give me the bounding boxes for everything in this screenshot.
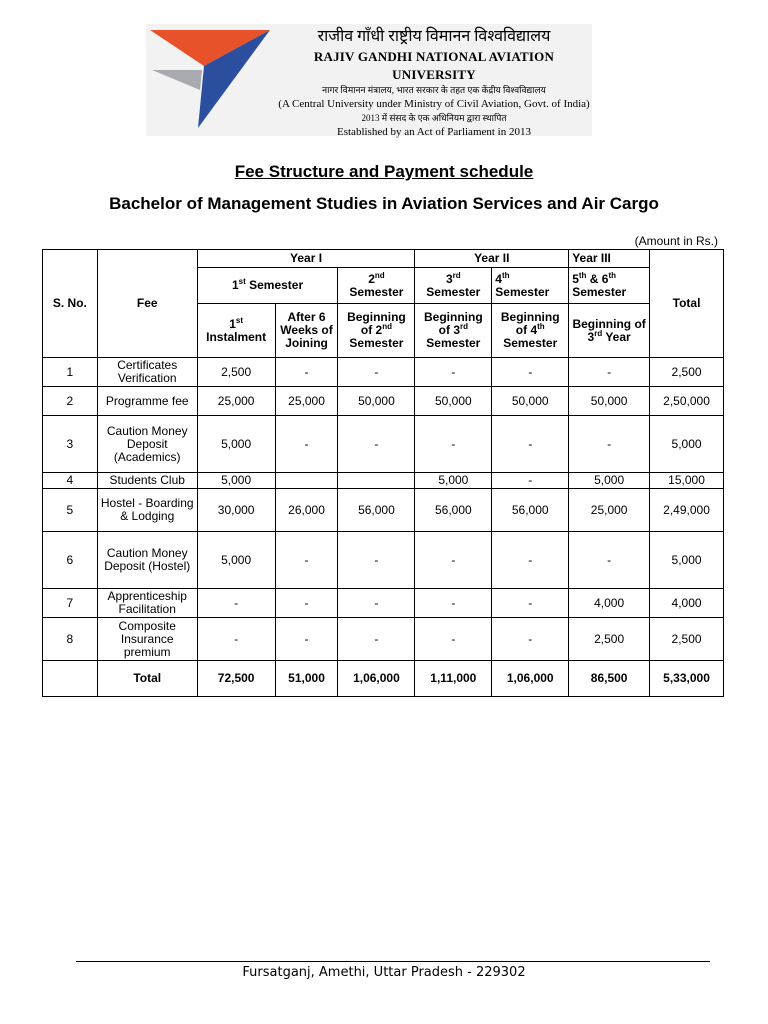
footer-address: Fursatganj, Amethi, Uttar Pradesh - 229302 <box>242 965 526 980</box>
fee-name-cell: Caution Money Deposit (Hostel) <box>97 532 197 589</box>
row-total-cell: 2,49,000 <box>650 489 724 532</box>
fee-name-cell: Programme fee <box>97 387 197 416</box>
payment-when-6: Beginning of 3rd Year <box>569 304 650 358</box>
semester3-header: 3rd Semester <box>415 268 492 304</box>
amount-cell: 56,000 <box>492 489 569 532</box>
amount-cell: - <box>492 358 569 387</box>
total-label: Total <box>97 661 197 697</box>
amount-cell: 50,000 <box>569 387 650 416</box>
amount-cell: 50,000 <box>338 387 415 416</box>
amount-cell: - <box>569 358 650 387</box>
sno-cell <box>43 661 98 697</box>
hindi-subtitle: नागर विमानन मंत्रालय, भारत सरकार के तहत एक केंद्रीय विश्वविद्यालय <box>322 85 546 95</box>
table-row <box>43 618 724 661</box>
amount-cell: 50,000 <box>415 387 492 416</box>
amount-cell: - <box>197 589 275 618</box>
amount-cell: - <box>275 416 338 473</box>
university-name: RAJIV GANDHI NATIONAL AVIATION UNIVERSITY <box>313 49 555 82</box>
amount-cell: - <box>275 589 338 618</box>
total-cell: 72,500 <box>197 661 275 697</box>
row-total-cell: 5,000 <box>650 532 724 589</box>
fee-table <box>42 249 724 697</box>
sno-cell: 2 <box>43 387 98 416</box>
document-title: Fee Structure and Payment schedule <box>234 162 534 181</box>
logo-grey-wing <box>152 70 202 90</box>
amount-cell: - <box>569 532 650 589</box>
amount-cell: 5,000 <box>197 416 275 473</box>
amount-cell: 30,000 <box>197 489 275 532</box>
fee-name-cell: Hostel - Boarding & Lodging <box>97 489 197 532</box>
document-subtitle: Bachelor of Management Studies in Aviation Services and Air Cargo <box>109 194 659 213</box>
hindi-established: 2013 में संसद के एक अधिनियम द्वारा स्थापित <box>361 113 507 123</box>
amount-cell: - <box>275 618 338 661</box>
total-cell: 1,06,000 <box>338 661 415 697</box>
sno-cell: 8 <box>43 618 98 661</box>
amount-cell: 56,000 <box>338 489 415 532</box>
fee-header: Fee <box>97 250 197 358</box>
amount-cell: - <box>197 618 275 661</box>
university-subtitle: (A Central University under Ministry of Civil Aviation, Govt. of India) <box>278 98 590 110</box>
total-cell: 86,500 <box>569 661 650 697</box>
hindi-university-name: राजीव गाँधी राष्ट्रीय विमानन विश्वविद्यालय <box>317 28 551 45</box>
sno-cell: 4 <box>43 473 98 489</box>
total-row <box>43 661 724 697</box>
amount-cell: - <box>338 532 415 589</box>
amount-cell: - <box>338 589 415 618</box>
row-total-cell: 5,000 <box>650 416 724 473</box>
table-row <box>43 489 724 532</box>
payment-when-4: Beginning of 3rd Semester <box>415 304 492 358</box>
semester4-header: 4th Semester <box>492 268 569 304</box>
amount-cell: - <box>415 416 492 473</box>
grand-total-cell: 5,33,000 <box>650 661 724 697</box>
table-row <box>43 473 724 489</box>
semester2-header: 2nd Semester <box>338 268 415 304</box>
letterhead-text <box>276 26 592 140</box>
amount-cell: 2,500 <box>197 358 275 387</box>
amount-cell: 5,000 <box>415 473 492 489</box>
payment-when-1: 1st Instalment <box>197 304 275 358</box>
payment-when-2: After 6 Weeks of Joining <box>275 304 338 358</box>
sno-cell: 7 <box>43 589 98 618</box>
amount-cell: 26,000 <box>275 489 338 532</box>
payment-when-3: Beginning of 2nd Semester <box>338 304 415 358</box>
table-row <box>43 532 724 589</box>
amount-cell: - <box>415 618 492 661</box>
amount-cell: 5,000 <box>197 473 275 489</box>
amount-cell: 25,000 <box>569 489 650 532</box>
sno-cell: 1 <box>43 358 98 387</box>
row-total-cell: 4,000 <box>650 589 724 618</box>
amount-cell: - <box>338 358 415 387</box>
fee-name-cell: Certificates Verification <box>97 358 197 387</box>
amount-cell: 50,000 <box>492 387 569 416</box>
row-total-cell: 2,500 <box>650 618 724 661</box>
amount-cell <box>275 473 338 489</box>
established-note: Established by an Act of Parliament in 2013 <box>337 126 531 138</box>
amount-cell: 2,500 <box>569 618 650 661</box>
fee-name-cell: Apprenticeship Facilitation <box>97 589 197 618</box>
footer-divider <box>76 961 710 962</box>
sno-cell: 3 <box>43 416 98 473</box>
amount-cell: - <box>275 532 338 589</box>
amount-cell: - <box>338 618 415 661</box>
amount-cell: - <box>415 532 492 589</box>
table-row <box>43 387 724 416</box>
year2-header: Year II <box>415 250 569 268</box>
fee-name-cell: Caution Money Deposit (Academics) <box>97 416 197 473</box>
table-row <box>43 358 724 387</box>
amount-cell: - <box>338 416 415 473</box>
year3-header: Year III <box>569 250 650 268</box>
table-header-row <box>43 250 724 268</box>
total-cell: 51,000 <box>275 661 338 697</box>
row-total-cell: 2,500 <box>650 358 724 387</box>
amount-cell: - <box>415 358 492 387</box>
amount-cell: - <box>415 589 492 618</box>
total-header: Total <box>650 250 724 358</box>
amount-cell: 25,000 <box>275 387 338 416</box>
year1-header: Year I <box>197 250 415 268</box>
fee-name-cell: Composite Insurance premium <box>97 618 197 661</box>
table-row <box>43 589 724 618</box>
amount-cell: - <box>492 532 569 589</box>
amount-cell: - <box>492 618 569 661</box>
amount-cell: 4,000 <box>569 589 650 618</box>
total-cell: 1,11,000 <box>415 661 492 697</box>
amount-cell: 25,000 <box>197 387 275 416</box>
payment-when-5: Beginning of 4th Semester <box>492 304 569 358</box>
fee-name-cell: Students Club <box>97 473 197 489</box>
letterhead <box>146 24 592 136</box>
university-logo-icon <box>146 24 276 136</box>
total-cell: 1,06,000 <box>492 661 569 697</box>
semester1-header: 1st Semester <box>197 268 338 304</box>
semester56-header: 5th & 6th Semester <box>569 268 650 304</box>
amount-cell <box>338 473 415 489</box>
amount-cell: - <box>275 358 338 387</box>
amount-note: (Amount in Rs.) <box>634 234 718 248</box>
table-row <box>43 416 724 473</box>
row-total-cell: 2,50,000 <box>650 387 724 416</box>
amount-cell: - <box>492 416 569 473</box>
amount-cell: - <box>492 473 569 489</box>
amount-cell: - <box>569 416 650 473</box>
sno-cell: 5 <box>43 489 98 532</box>
sno-cell: 6 <box>43 532 98 589</box>
amount-cell: - <box>492 589 569 618</box>
amount-cell: 56,000 <box>415 489 492 532</box>
amount-cell: 5,000 <box>197 532 275 589</box>
sno-header: S. No. <box>43 250 98 358</box>
row-total-cell: 15,000 <box>650 473 724 489</box>
amount-cell: 5,000 <box>569 473 650 489</box>
